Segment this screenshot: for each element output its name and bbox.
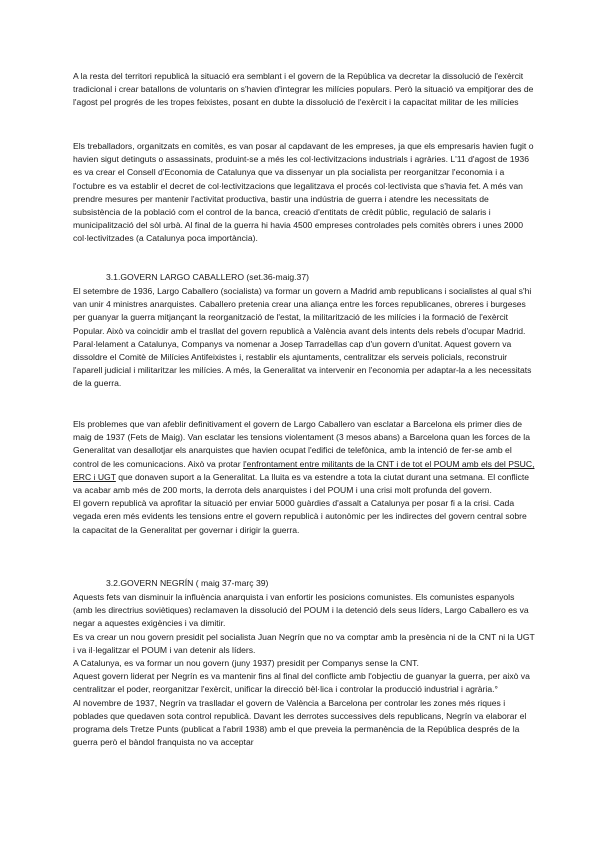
largo-caballero-paragraph-1: El setembre de 1936, Largo Caballero (socialista) va formar un govern a Madrid amb republicans i socialistes al qual s'hi van unir 4 ministres anarquistes. Caballero pretenia crear una aliança entre les forces republicanes, obreres i burgeses per guanyar la guerra mitjançant la reorganització de l'estat, la militarització de les milícies i la formació de l'exèrcit Popular. Això va coincidir amb el trasllat del govern republicà a València avant dels intents dels rebels d'ocupar Madrid. — [73, 286, 532, 336]
fets-de-maig-text-start: Els problemes que van afeblir definitivament el govern de Largo Caballero van esclatar a Barcelona els primer dies de maig de 1937 (Fets de Maig). Van esclatar les tensions violentament (3 mesos abans) a Barcelona quan les forces de la Generalitat van desallotjar els anarquistes que havien ocupat l'edifici de telefònica, amb la intenció de fer-se amb el control de les comunicacions. Això va protar — [73, 419, 530, 469]
largo-caballero-paragraph-2: Paral·lelament a Catalunya, Companys va nomenar a Josep Tarradellas cap d'un govern d'unitat. Aquest govern va dissoldre el Comitè de Milícies Antifeixistes i, restablir els ajuntaments, centralitzar els serveis policials, reconstruir l'aparell judicial i militaritzar les milícies. A més, la Generalitat va intervenir en l'economia per adaptar-la a les necessitats de la guerra. — [73, 338, 532, 389]
negrin-paragraph-1: Aquests fets van disminuir la influència anarquista i van enfortir les posicions comunistes. Els comunistes espanyols (amb les directrius soviètiques) reclamaven la dissolució del POUM i la detenció dels seus líders, Largo Caballero es va negar a aquestes exigències i va dimitir. — [73, 592, 529, 629]
section-heading-largo-caballero: 3.1.GOVERN LARGO CABALLERO (set.36-maig.37) — [106, 272, 309, 282]
section-fets-de-maig — [73, 418, 535, 537]
negrin-paragraph-4: Aquest govern liderat per Negrín es va mantenir fins al final del conflicte amb l'objectiu de guanyar la guerra, per això va centralitzar el poder, reorganitzar l'exèrcit, unificar la direcció bèl·lica i controlar la producció industrial i agrària.° — [73, 671, 530, 695]
section-negrin-body — [73, 591, 535, 749]
fets-de-maig-text-end: que donaven suport a la Generalitat. La lluita es va estendre a tota la ciutat durant una setmana. El conflicte va acabar amb més de 200 morts, la derrota dels anarquistes i del POUM i una crisi molt profunda del govern. — [73, 471, 530, 496]
negrin-paragraph-2: Es va crear un nou govern presidit pel socialista Juan Negrín que no va comptar amb la presència ni de la CNT ni la UGT i va il·legalitzar el POUM i van detenir als líders. — [73, 631, 535, 655]
underlined-enfrontament: l'enfrontament entre militants de la CNT i de tot el POUM amb els del PSUC, ERC i UGT — [73, 458, 535, 482]
collectivitzacions-text: Els treballadors, organitzats en comitès, es van posar al capdavant de les empreses, ja que els empresaris havien fugit o havien sigut detinguts o assassinats, produint-se a més les col·lectivitzacions industrials i agràries. L'11 d'agost de 1936 es va crear el Consell d'Economia de Catalunya que va dissenyar un pla socialista per reorganitzar l'economia i a l'octubre es va establir el decret de col·lectivitzacions que legalitzava el procés col·lectivista que s'havia fet. A més van prendre mesures per mantenir l'activitat productiva, bastir una indústria de guerra i atendre les necessitats de subsistència de la població com el control de la banca, creació d'entitats de crèdit públic, regulació de salaris i municipalització del sòl urbà. Al final de la guerra hi havia 4500 empreses controlades pels comitès obrers i unes 2000 col·lectivitzades (a Catalunya poca importància). — [73, 141, 534, 244]
negrin-paragraph-5: Al novembre de 1937, Negrín va traslladar el govern de València a Barcelona per controlar les zones més riques i poblades que quedaven sota control republicà. Davant les derrotes successives dels republicans, Negrín va elaborar el programa dels Tretze Punts (publicat a l'abril 1938) amb el que preveia la permanència de la República després de la guerra però el bàndol franquista no va acceptar — [73, 697, 527, 748]
paragraph-collectivitzacions — [73, 140, 535, 246]
largo-caballero-paragraph-4: El govern republicà va aprofitar la situació per enviar 5000 guàrdies d'assalt a Catalunya per posar fi a la crisi. Cada vegada eren més evidents les tensions entre el govern republicà i autonòmic per les indirectes del govern central sobre la capacitat de la Generalitat per governar i dirigir la guerra. — [73, 498, 527, 535]
fets-de-maig-paragraph — [73, 418, 535, 497]
paragraph-intro — [73, 70, 535, 110]
intro-text: A la resta del territori republicà la situació era semblant i el govern de la República va decretar la dissolució de l'exèrcit tradicional i crear batallons de voluntaris on s'havien d'integrar les milícies populars. Però la situació va empitjorar des de l'agost pel progrés de les tropes feixistes, posant en dubte la dissolució de l'exèrcit i la capacitat militar de les milícies — [73, 71, 534, 108]
section-largo-caballero-body — [73, 285, 535, 391]
section-heading-negrin: 3.2.GOVERN NEGRÍN ( maig 37-març 39) — [106, 578, 269, 588]
negrin-paragraph-3: A Catalunya, es va formar un nou govern (juny 1937) presidit per Companys sense la CNT. — [73, 658, 419, 669]
